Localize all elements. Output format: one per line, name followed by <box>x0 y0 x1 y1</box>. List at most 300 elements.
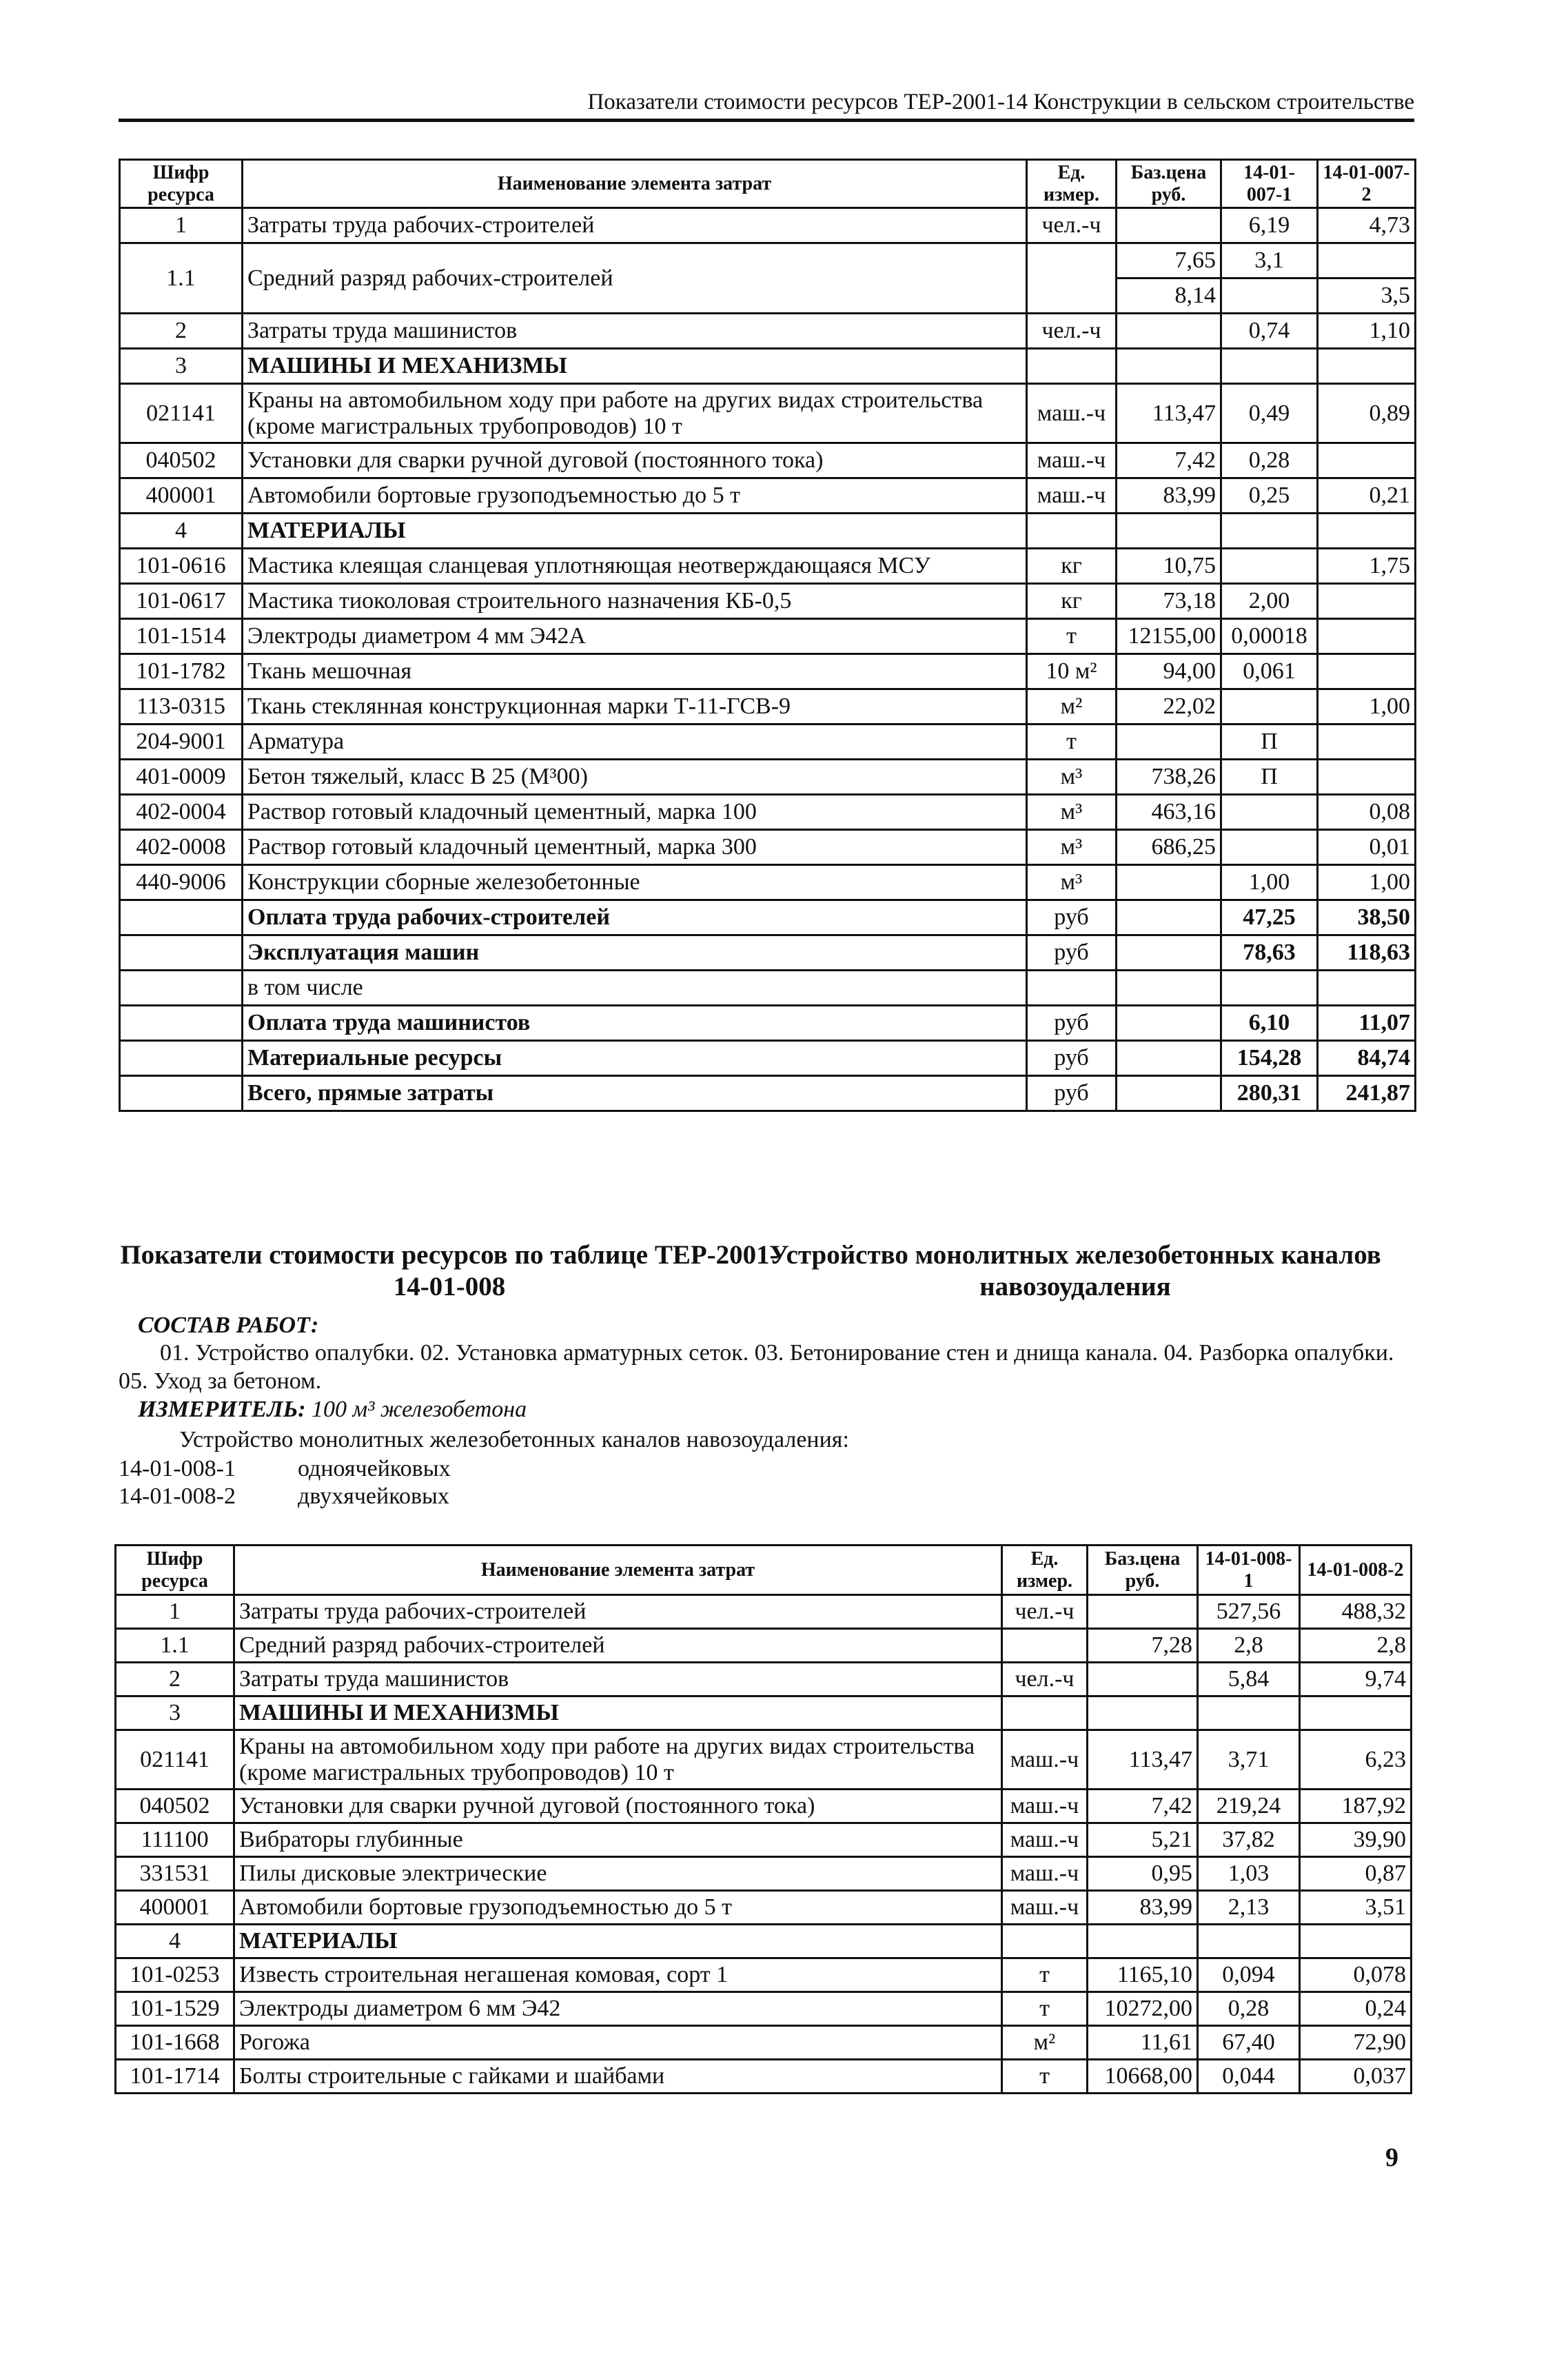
cell-unit: кг <box>1027 549 1117 584</box>
measure-value: 100 м³ железобетона <box>312 1397 527 1422</box>
work-composition-text: 01. Устройство опалубки. 02. Установка арматурных сеток. 03. Бетонирование стен и днища канала. 04. Разборка опалубки. 05. Уход за бетоном. <box>119 1340 1394 1394</box>
resource-table-007 <box>119 159 1416 1112</box>
cell-norm-1 <box>1221 278 1318 314</box>
cell-name: Материальные ресурсы <box>243 1041 1027 1076</box>
page-number: 9 <box>1385 2143 1398 2172</box>
cell-unit: м² <box>1027 689 1117 724</box>
cell-price: 738,26 <box>1117 760 1221 795</box>
cell-code: 1.1 <box>120 243 243 314</box>
cell-unit <box>1002 1696 1088 1730</box>
cell-unit: маш.-ч <box>1002 1823 1088 1857</box>
cell-norm-2: 4,73 <box>1318 208 1416 243</box>
cell-norm-2 <box>1300 1696 1412 1730</box>
cell-price: 0,95 <box>1088 1857 1198 1891</box>
cell-code <box>120 900 243 935</box>
cell-norm-2 <box>1318 724 1416 760</box>
cell-norm-1: 527,56 <box>1198 1595 1300 1629</box>
cell-name: Оплата труда машинистов <box>243 1006 1027 1041</box>
table-row <box>116 1696 1412 1730</box>
table-row <box>116 1992 1412 2026</box>
item-code: 14-01-008-2 <box>119 1483 236 1509</box>
cell-name: Вибраторы глубинные <box>234 1823 1002 1857</box>
cell-unit: чел.-ч <box>1027 208 1117 243</box>
cell-code: 400001 <box>120 478 243 514</box>
cell-name: Ткань мешочная <box>243 654 1027 689</box>
cell-name: Затраты труда рабочих-строителей <box>243 208 1027 243</box>
cell-code: 4 <box>116 1925 234 1958</box>
cell-price: 10272,00 <box>1088 1992 1198 2026</box>
cell-code: 331531 <box>116 1857 234 1891</box>
running-header: Показатели стоимости ресурсов ТЕР-2001-14 Конструкции в сельском строительстве <box>587 90 1414 114</box>
cell-norm-2: 3,51 <box>1300 1891 1412 1925</box>
cell-code: 204-9001 <box>120 724 243 760</box>
col-header-price: Баз.цена руб. <box>1088 1546 1198 1595</box>
col-header-norm-2: 14-01-008-2 <box>1300 1546 1412 1595</box>
cell-norm-1 <box>1198 1696 1300 1730</box>
cell-code: 101-1529 <box>116 1992 234 2026</box>
cell-code <box>120 1041 243 1076</box>
cell-unit: т <box>1027 724 1117 760</box>
cell-unit: м² <box>1002 2026 1088 2060</box>
cell-norm-1: 0,28 <box>1198 1992 1300 2026</box>
table-row <box>120 760 1416 795</box>
table-row <box>120 795 1416 830</box>
table-row <box>116 1629 1412 1663</box>
cell-norm-1: 3,71 <box>1198 1730 1300 1790</box>
table-row <box>120 689 1416 724</box>
cell-code: 3 <box>116 1696 234 1730</box>
cell-price <box>1088 1696 1198 1730</box>
cell-norm-1: 6,10 <box>1221 1006 1318 1041</box>
cell-norm-2 <box>1318 654 1416 689</box>
cell-name: Средний разряд рабочих-строителей <box>243 243 1027 314</box>
cell-name: Мастика тиоколовая строительного назначения КБ-0,5 <box>243 584 1027 619</box>
col-header-unit: Ед. измер. <box>1027 160 1117 208</box>
table-row <box>120 478 1416 514</box>
table-row <box>116 1790 1412 1823</box>
cell-norm-2: 1,10 <box>1318 314 1416 349</box>
cell-name: Раствор готовый кладочный цементный, марка 300 <box>243 830 1027 865</box>
cell-code: 101-0253 <box>116 1958 234 1992</box>
cell-name: Оплата труда рабочих-строителей <box>243 900 1027 935</box>
cell-price: 83,99 <box>1088 1891 1198 1925</box>
col-header-norm-1: 14-01-008-1 <box>1198 1546 1300 1595</box>
cell-unit: т <box>1027 619 1117 654</box>
table-row <box>116 1958 1412 1992</box>
cell-price: 12155,00 <box>1117 619 1221 654</box>
cell-unit: чел.-ч <box>1002 1663 1088 1696</box>
cell-name: Всего, прямые затраты <box>243 1076 1027 1111</box>
cell-code: 4 <box>120 514 243 549</box>
cell-price <box>1117 935 1221 971</box>
cell-name: Эксплуатация машин <box>243 935 1027 971</box>
table-row <box>120 1006 1416 1041</box>
col-header-price: Баз.цена руб. <box>1117 160 1221 208</box>
cell-norm-2: 187,92 <box>1300 1790 1412 1823</box>
cell-name: МАШИНЫ И МЕХАНИЗМЫ <box>234 1696 1002 1730</box>
table-row <box>116 2026 1412 2060</box>
cell-unit: маш.-ч <box>1002 1891 1088 1925</box>
cell-unit <box>1002 1925 1088 1958</box>
section-description: Устройство монолитных железобетонных каналов навозоудаления: <box>179 1427 849 1452</box>
cell-price: 5,21 <box>1088 1823 1198 1857</box>
cell-name: Затраты труда машинистов <box>243 314 1027 349</box>
table-row <box>120 654 1416 689</box>
cell-norm-2: 72,90 <box>1300 2026 1412 2060</box>
table-row <box>120 549 1416 584</box>
cell-norm-2: 1,00 <box>1318 865 1416 900</box>
table-row <box>120 584 1416 619</box>
cell-unit: маш.-ч <box>1027 384 1117 443</box>
section-title-left: Показатели стоимости ресурсов по таблице ТЕР-2001-14-01-008 <box>120 1240 779 1301</box>
col-header-unit: Ед. измер. <box>1002 1546 1088 1595</box>
table-row <box>116 1823 1412 1857</box>
cell-price: 22,02 <box>1117 689 1221 724</box>
cell-price <box>1117 314 1221 349</box>
cell-name: МАШИНЫ И МЕХАНИЗМЫ <box>243 349 1027 384</box>
cell-name: Электроды диаметром 6 мм Э42 <box>234 1992 1002 2026</box>
table-row <box>120 384 1416 443</box>
cell-norm-1 <box>1221 795 1318 830</box>
cell-name: Средний разряд рабочих-строителей <box>234 1629 1002 1663</box>
cell-code: 040502 <box>116 1790 234 1823</box>
cell-norm-1 <box>1198 1925 1300 1958</box>
cell-unit: руб <box>1027 1006 1117 1041</box>
cell-unit: м³ <box>1027 865 1117 900</box>
table-row <box>120 314 1416 349</box>
resource-table-008 <box>114 1544 1412 2094</box>
cell-code <box>120 935 243 971</box>
cell-norm-1: 0,061 <box>1221 654 1318 689</box>
cell-norm-2: 241,87 <box>1318 1076 1416 1111</box>
cell-price: 7,42 <box>1088 1790 1198 1823</box>
cell-norm-1 <box>1221 689 1318 724</box>
cell-unit <box>1027 349 1117 384</box>
cell-name: Автомобили бортовые грузоподъемностью до 5 т <box>243 478 1027 514</box>
cell-price: 113,47 <box>1088 1730 1198 1790</box>
cell-unit: т <box>1002 1992 1088 2026</box>
cell-name: Установки для сварки ручной дуговой (постоянного тока) <box>243 443 1027 478</box>
cell-code: 101-0617 <box>120 584 243 619</box>
table-header-row <box>120 160 1416 208</box>
cell-norm-2 <box>1318 619 1416 654</box>
cell-unit: руб <box>1027 935 1117 971</box>
cell-code: 402-0004 <box>120 795 243 830</box>
cell-code: 113-0315 <box>120 689 243 724</box>
table-row <box>120 1076 1416 1111</box>
cell-norm-2: 84,74 <box>1318 1041 1416 1076</box>
cell-code: 101-0616 <box>120 549 243 584</box>
cell-code: 1 <box>120 208 243 243</box>
cell-code: 101-1714 <box>116 2060 234 2094</box>
cell-norm-1: 2,00 <box>1221 584 1318 619</box>
table-row <box>116 1663 1412 1696</box>
cell-name: Раствор готовый кладочный цементный, марка 100 <box>243 795 1027 830</box>
cell-norm-2: 0,21 <box>1318 478 1416 514</box>
cell-norm-2: 11,07 <box>1318 1006 1416 1041</box>
cell-price: 73,18 <box>1117 584 1221 619</box>
table-row <box>120 900 1416 935</box>
cell-norm-2 <box>1318 443 1416 478</box>
cell-norm-2 <box>1318 760 1416 795</box>
cell-norm-1: 0,044 <box>1198 2060 1300 2094</box>
cell-norm-1: 280,31 <box>1221 1076 1318 1111</box>
measure-line <box>138 1395 527 1423</box>
cell-price: 1165,10 <box>1088 1958 1198 1992</box>
cell-name: Конструкции сборные железобетонные <box>243 865 1027 900</box>
cell-norm-2: 3,5 <box>1318 278 1416 314</box>
cell-unit: руб <box>1027 1041 1117 1076</box>
cell-price: 113,47 <box>1117 384 1221 443</box>
table-row <box>120 971 1416 1006</box>
cell-unit: руб <box>1027 1076 1117 1111</box>
work-composition-label: СОСТАВ РАБОТ: <box>138 1313 319 1338</box>
cell-price <box>1088 1595 1198 1629</box>
cell-price <box>1117 1076 1221 1111</box>
cell-norm-1: 67,40 <box>1198 2026 1300 2060</box>
cell-norm-2: 2,8 <box>1300 1629 1412 1663</box>
cell-code <box>120 971 243 1006</box>
table-row <box>120 1041 1416 1076</box>
cell-norm-2: 488,32 <box>1300 1595 1412 1629</box>
cell-price <box>1117 865 1221 900</box>
col-header-name: Наименование элемента затрат <box>234 1546 1002 1595</box>
cell-name: Ткань стеклянная конструкционная марки Т-11-ГСВ-9 <box>243 689 1027 724</box>
cell-price: 10,75 <box>1117 549 1221 584</box>
table-row <box>120 724 1416 760</box>
cell-price <box>1117 724 1221 760</box>
cell-norm-2 <box>1318 971 1416 1006</box>
cell-norm-1: 5,84 <box>1198 1663 1300 1696</box>
cell-norm-2: 38,50 <box>1318 900 1416 935</box>
cell-norm-1: 0,49 <box>1221 384 1318 443</box>
cell-unit <box>1027 971 1117 1006</box>
cell-norm-1: 0,74 <box>1221 314 1318 349</box>
cell-norm-2: 39,90 <box>1300 1823 1412 1857</box>
cell-name: МАТЕРИАЛЫ <box>234 1925 1002 1958</box>
cell-unit: маш.-ч <box>1002 1857 1088 1891</box>
cell-norm-2 <box>1318 243 1416 278</box>
cell-price: 463,16 <box>1117 795 1221 830</box>
cell-unit: маш.-ч <box>1002 1790 1088 1823</box>
cell-norm-1 <box>1221 971 1318 1006</box>
list-item <box>119 1455 451 1483</box>
table-row <box>116 1857 1412 1891</box>
cell-norm-2 <box>1318 514 1416 549</box>
table-row <box>116 1730 1412 1790</box>
cell-norm-1: 0,00018 <box>1221 619 1318 654</box>
header-rule <box>119 119 1414 122</box>
cell-norm-2: 0,037 <box>1300 2060 1412 2094</box>
cell-price: 8,14 <box>1117 278 1221 314</box>
cell-norm-1 <box>1221 349 1318 384</box>
col-header-norm-1: 14-01-007-1 <box>1221 160 1318 208</box>
col-header-norm-2: 14-01-007-2 <box>1318 160 1416 208</box>
cell-name: Рогожа <box>234 2026 1002 2060</box>
cell-norm-1: 3,1 <box>1221 243 1318 278</box>
cell-norm-1: 37,82 <box>1198 1823 1300 1857</box>
cell-unit: маш.-ч <box>1027 478 1117 514</box>
cell-norm-2: 1,75 <box>1318 549 1416 584</box>
cell-norm-2 <box>1318 584 1416 619</box>
cell-name: Установки для сварки ручной дуговой (постоянного тока) <box>234 1790 1002 1823</box>
cell-price: 10668,00 <box>1088 2060 1198 2094</box>
cell-norm-1: 219,24 <box>1198 1790 1300 1823</box>
cell-norm-2: 0,87 <box>1300 1857 1412 1891</box>
cell-price <box>1117 1006 1221 1041</box>
cell-name: Краны на автомобильном ходу при работе на других видах строительства (кроме магистральных трубопроводов) 10 т <box>243 384 1027 443</box>
cell-code: 101-1514 <box>120 619 243 654</box>
cell-norm-1: 154,28 <box>1221 1041 1318 1076</box>
cell-norm-1 <box>1221 514 1318 549</box>
table-row <box>120 243 1416 278</box>
cell-code: 401-0009 <box>120 760 243 795</box>
cell-norm-2: 0,01 <box>1318 830 1416 865</box>
cell-price <box>1117 514 1221 549</box>
cell-unit: кг <box>1027 584 1117 619</box>
cell-norm-1: 6,19 <box>1221 208 1318 243</box>
cell-price: 7,28 <box>1088 1629 1198 1663</box>
cell-price: 686,25 <box>1117 830 1221 865</box>
cell-name: Затраты труда машинистов <box>234 1663 1002 1696</box>
cell-name: Мастика клеящая сланцевая уплотняющая неотверждающаяся МСУ <box>243 549 1027 584</box>
cell-unit: чел.-ч <box>1027 314 1117 349</box>
cell-name: в том числе <box>243 971 1027 1006</box>
cell-price <box>1117 971 1221 1006</box>
cell-norm-1: 0,28 <box>1221 443 1318 478</box>
cell-unit: т <box>1002 2060 1088 2094</box>
cell-norm-1: 1,03 <box>1198 1857 1300 1891</box>
cell-name: Болты строительные с гайками и шайбами <box>234 2060 1002 2094</box>
cell-norm-1: 2,8 <box>1198 1629 1300 1663</box>
cell-price: 94,00 <box>1117 654 1221 689</box>
cell-norm-1: П <box>1221 760 1318 795</box>
table-row <box>120 865 1416 900</box>
cell-code: 2 <box>120 314 243 349</box>
cell-unit <box>1002 1629 1088 1663</box>
table-row <box>116 1595 1412 1629</box>
cell-norm-2: 9,74 <box>1300 1663 1412 1696</box>
cell-name: МАТЕРИАЛЫ <box>243 514 1027 549</box>
cell-norm-2 <box>1318 349 1416 384</box>
cell-name: Пилы дисковые электрические <box>234 1857 1002 1891</box>
cell-code <box>120 1006 243 1041</box>
cell-unit: маш.-ч <box>1002 1730 1088 1790</box>
cell-norm-1: 78,63 <box>1221 935 1318 971</box>
measure-label: ИЗМЕРИТЕЛЬ: <box>138 1397 306 1422</box>
cell-code: 111100 <box>116 1823 234 1857</box>
col-header-code: Шифр ресурса <box>116 1546 234 1595</box>
cell-norm-1: 0,25 <box>1221 478 1318 514</box>
cell-price <box>1117 349 1221 384</box>
table-row <box>120 514 1416 549</box>
cell-unit: т <box>1002 1958 1088 1992</box>
cell-name: Бетон тяжелый, класс В 25 (М³00) <box>243 760 1027 795</box>
cell-name: Затраты труда рабочих-строителей <box>234 1595 1002 1629</box>
cell-name: Электроды диаметром 4 мм Э42А <box>243 619 1027 654</box>
cell-code: 3 <box>120 349 243 384</box>
item-code: 14-01-008-1 <box>119 1456 236 1481</box>
cell-norm-1: 47,25 <box>1221 900 1318 935</box>
cell-price: 83,99 <box>1117 478 1221 514</box>
table-row <box>120 443 1416 478</box>
cell-price <box>1088 1925 1198 1958</box>
cell-unit: м³ <box>1027 830 1117 865</box>
item-name: одноячейковых <box>298 1456 451 1481</box>
cell-norm-2: 6,23 <box>1300 1730 1412 1790</box>
cell-name: Арматура <box>243 724 1027 760</box>
cell-code: 021141 <box>116 1730 234 1790</box>
cell-price <box>1117 208 1221 243</box>
cell-code: 101-1782 <box>120 654 243 689</box>
cell-price <box>1117 1041 1221 1076</box>
cell-name: Известь строительная негашеная комовая, сорт 1 <box>234 1958 1002 1992</box>
cell-unit <box>1027 243 1117 314</box>
cell-norm-1 <box>1221 830 1318 865</box>
cell-code: 021141 <box>120 384 243 443</box>
table-row <box>120 208 1416 243</box>
cell-price <box>1117 900 1221 935</box>
cell-norm-1: 0,094 <box>1198 1958 1300 1992</box>
cell-price: 11,61 <box>1088 2026 1198 2060</box>
cell-code: 101-1668 <box>116 2026 234 2060</box>
cell-norm-1: П <box>1221 724 1318 760</box>
cell-norm-2: 118,63 <box>1318 935 1416 971</box>
cell-norm-1: 1,00 <box>1221 865 1318 900</box>
cell-code: 040502 <box>120 443 243 478</box>
cell-code: 402-0008 <box>120 830 243 865</box>
item-name: двухячейковых <box>298 1483 449 1509</box>
col-header-name: Наименование элемента затрат <box>243 160 1027 208</box>
cell-price: 7,65 <box>1117 243 1221 278</box>
cell-unit: маш.-ч <box>1027 443 1117 478</box>
table-row <box>120 349 1416 384</box>
cell-code: 400001 <box>116 1891 234 1925</box>
list-item <box>119 1482 449 1510</box>
cell-price: 7,42 <box>1117 443 1221 478</box>
cell-name: Краны на автомобильном ходу при работе на других видах строительства (кроме магистральных трубопроводов) 10 т <box>234 1730 1002 1790</box>
table-row <box>120 830 1416 865</box>
section-title-right: Устройство монолитных железобетонных каналов навозоудаления <box>769 1240 1381 1301</box>
cell-code: 1.1 <box>116 1629 234 1663</box>
cell-norm-1: 2,13 <box>1198 1891 1300 1925</box>
cell-unit: руб <box>1027 900 1117 935</box>
cell-code <box>120 1076 243 1111</box>
cell-code: 440-9006 <box>120 865 243 900</box>
cell-norm-1 <box>1221 549 1318 584</box>
table-row <box>120 619 1416 654</box>
table-row <box>116 2060 1412 2094</box>
cell-name: Автомобили бортовые грузоподъемностью до 5 т <box>234 1891 1002 1925</box>
table-row <box>116 1891 1412 1925</box>
cell-unit: м³ <box>1027 795 1117 830</box>
col-header-code: Шифр ресурса <box>120 160 243 208</box>
cell-code: 2 <box>116 1663 234 1696</box>
cell-unit: м³ <box>1027 760 1117 795</box>
cell-norm-2: 1,00 <box>1318 689 1416 724</box>
cell-unit: чел.-ч <box>1002 1595 1088 1629</box>
cell-code: 1 <box>116 1595 234 1629</box>
cell-price <box>1088 1663 1198 1696</box>
cell-norm-2: 0,08 <box>1318 795 1416 830</box>
cell-unit: 10 м² <box>1027 654 1117 689</box>
table-row <box>116 1925 1412 1958</box>
cell-norm-2: 0,078 <box>1300 1958 1412 1992</box>
cell-unit <box>1027 514 1117 549</box>
cell-norm-2: 0,24 <box>1300 1992 1412 2026</box>
cell-norm-2: 0,89 <box>1318 384 1416 443</box>
table-row <box>120 935 1416 971</box>
